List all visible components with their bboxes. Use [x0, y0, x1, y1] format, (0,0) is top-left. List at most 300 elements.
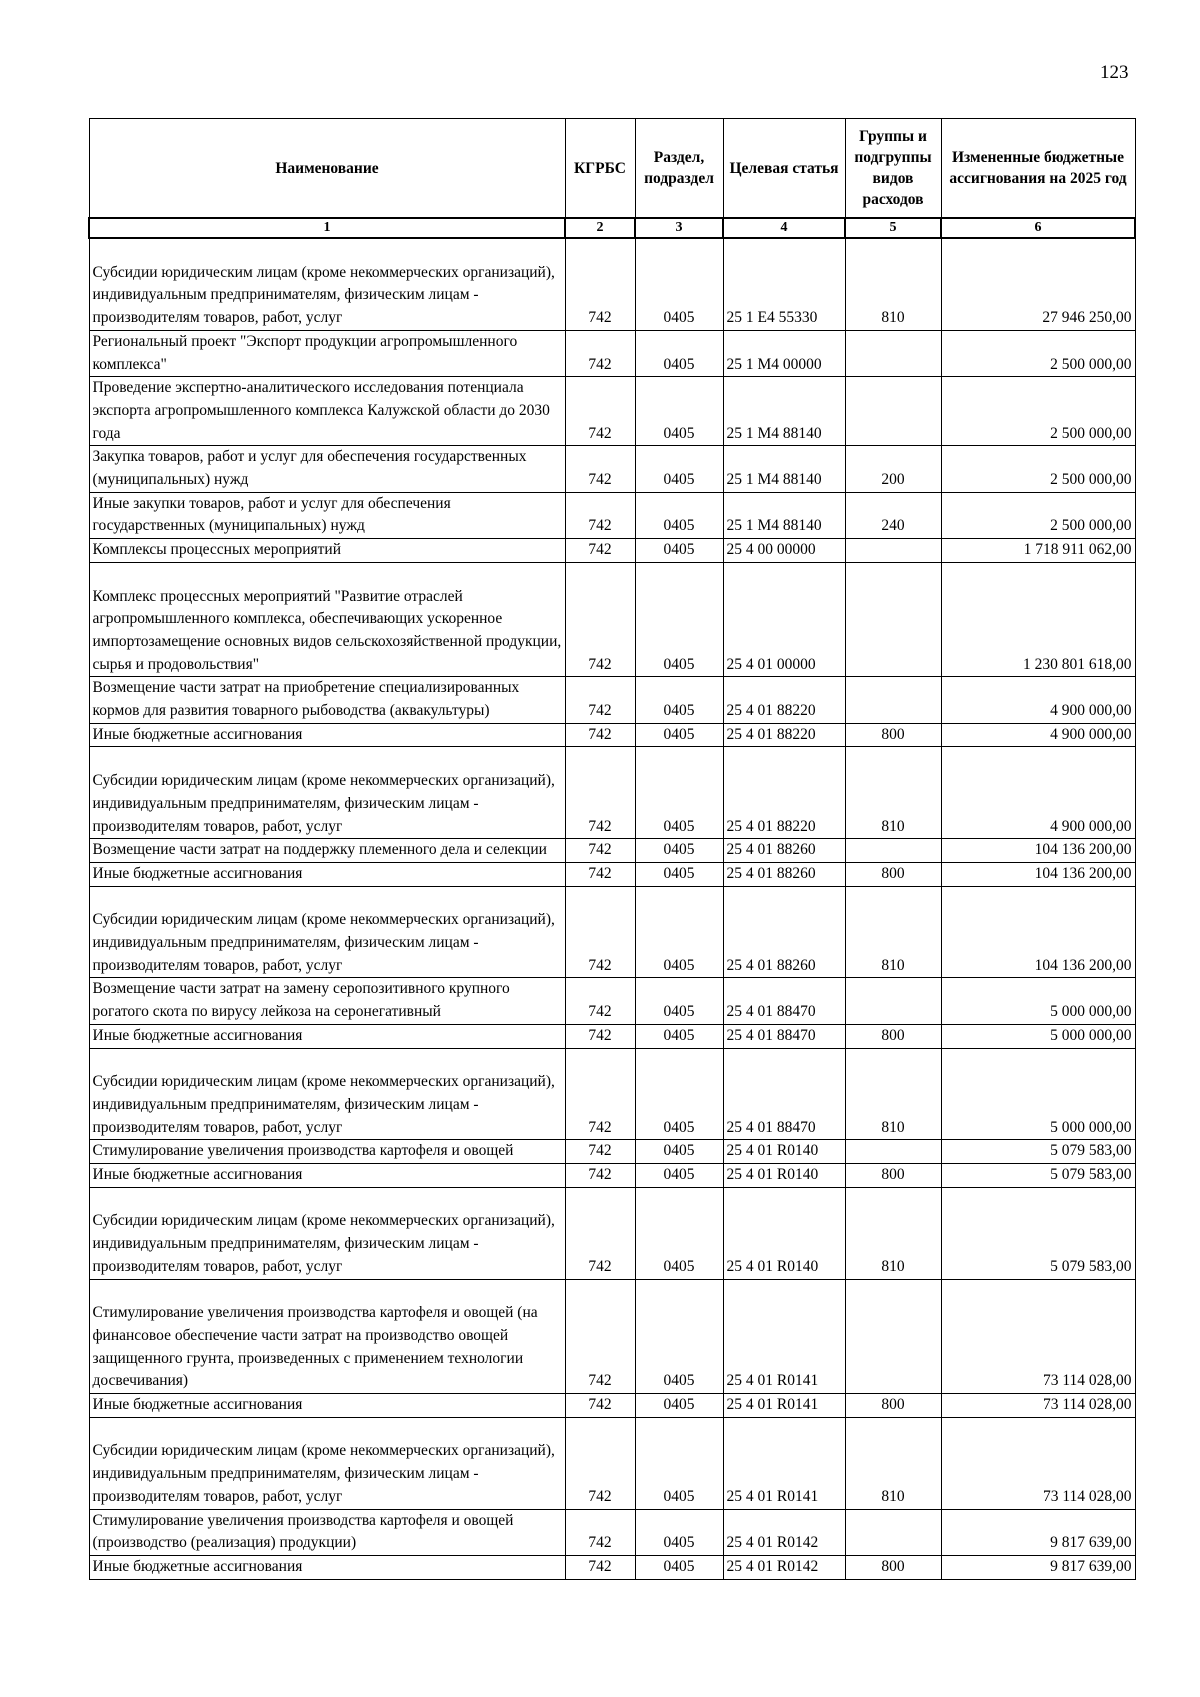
row-article-text: 25 4 01 R0140 [726, 1166, 819, 1184]
blank-line [93, 239, 562, 262]
row-section [635, 562, 723, 677]
row-amount-text: 4 900 000,00 [1050, 702, 1132, 720]
row-kgrbs [565, 1140, 635, 1164]
row-amount [941, 1140, 1135, 1164]
row-section [635, 839, 723, 863]
row-article-text: 25 4 01 R0141 [726, 1396, 819, 1414]
row-amount-text: 27 946 250,00 [1042, 309, 1132, 327]
row-amount [941, 1187, 1135, 1279]
row-section-text: 0405 [663, 471, 695, 489]
row-kgrbs [565, 862, 635, 886]
row-article [723, 238, 845, 330]
row-group [845, 839, 941, 863]
row-amount [941, 886, 1135, 978]
row-name-text: Иные бюджетные ассигнования [92, 725, 303, 743]
row-article [723, 723, 845, 747]
row-article [723, 1048, 845, 1140]
row-section [635, 1509, 723, 1555]
row-group [845, 862, 941, 886]
row-article [723, 1024, 845, 1048]
row-group [845, 978, 941, 1024]
budget-table [88, 118, 1136, 1580]
row-kgrbs-text: 742 [588, 309, 612, 327]
row-amount [941, 1279, 1135, 1394]
row-amount-text: 5 000 000,00 [1050, 1026, 1132, 1044]
row-name [89, 1048, 565, 1140]
row-group [845, 1555, 941, 1579]
row-article [723, 492, 845, 538]
row-name-text: Субсидии юридическим лицам (кроме некоммерческих организаций), индивидуальным предпринимателям, физическим лицам - производителям товаров, работ, услуг [92, 1442, 555, 1505]
column-header-group: Группы и подгруппы видов расходов [845, 119, 941, 219]
row-kgrbs-text: 742 [588, 1372, 612, 1390]
row-kgrbs-text: 742 [588, 1487, 612, 1505]
row-name-text: Закупка товаров, работ и услуг для обеспечения государственных (муниципальных) нужд [92, 448, 527, 489]
column-header-kgrbs: КГРБС [565, 119, 635, 219]
row-kgrbs-text: 742 [588, 1257, 612, 1275]
row-section-text: 0405 [663, 517, 695, 535]
row-name-text: Возмещение части затрат на замену серопозитивного крупного рогатого скота по вирусу лейкоза на серонегативный [92, 980, 510, 1021]
table-row [89, 1555, 1135, 1579]
row-group [845, 562, 941, 677]
table-row [89, 723, 1135, 747]
row-kgrbs-text: 742 [588, 541, 612, 559]
table-row [89, 562, 1135, 677]
row-kgrbs-text: 742 [588, 1003, 612, 1021]
row-kgrbs-text: 742 [588, 1534, 612, 1552]
table-row [89, 492, 1135, 538]
row-kgrbs-text: 742 [588, 1142, 612, 1160]
row-amount [941, 562, 1135, 677]
table-row [89, 238, 1135, 330]
row-name-text: Иные бюджетные ассигнования [92, 1396, 303, 1414]
table-row [89, 377, 1135, 446]
row-article [723, 1140, 845, 1164]
row-section [635, 978, 723, 1024]
blank-line [93, 563, 562, 586]
row-article [723, 862, 845, 886]
row-article [723, 1394, 845, 1418]
row-article [723, 1279, 845, 1394]
row-section-text: 0405 [663, 1142, 695, 1160]
row-group [845, 238, 941, 330]
row-article [723, 886, 845, 978]
row-section [635, 677, 723, 723]
row-kgrbs-text: 742 [588, 841, 612, 859]
row-name-text: Субсидии юридическим лицам (кроме некоммерческих организаций), индивидуальным предпринимателям, физическим лицам - производителям товаров, работ, услуг [92, 911, 555, 974]
row-amount-text: 5 000 000,00 [1050, 1003, 1132, 1021]
row-name-text: Субсидии юридическим лицам (кроме некоммерческих организаций), индивидуальным предпринимателям, физическим лицам - производителям товаров, работ, услуг [92, 1212, 555, 1275]
row-kgrbs-text: 742 [588, 655, 612, 673]
row-name [89, 446, 565, 492]
row-group [845, 677, 941, 723]
row-kgrbs-text: 742 [588, 817, 612, 835]
row-article [723, 1555, 845, 1579]
row-section-text: 0405 [663, 841, 695, 859]
row-kgrbs [565, 886, 635, 978]
row-group-text: 800 [881, 725, 905, 743]
row-kgrbs [565, 1164, 635, 1188]
row-name [89, 1164, 565, 1188]
row-name [89, 886, 565, 978]
row-name-text: Региональный проект "Экспорт продукции агропромышленного комплекса" [92, 332, 518, 373]
row-amount-text: 1 718 911 062,00 [1023, 541, 1132, 559]
row-section-text: 0405 [663, 956, 695, 974]
row-section-text: 0405 [663, 1372, 695, 1390]
row-name [89, 330, 565, 376]
row-kgrbs [565, 1279, 635, 1394]
row-group-text: 810 [881, 309, 905, 327]
row-kgrbs-text: 742 [588, 1026, 612, 1044]
row-article-text: 25 4 01 R0140 [726, 1257, 819, 1275]
row-amount [941, 747, 1135, 839]
row-kgrbs-text: 742 [588, 725, 612, 743]
row-name-text: Проведение экспертно-аналитического исследования потенциала экспорта агропромышленного комплекса Калужской области до 2030 года [92, 379, 550, 442]
row-article [723, 1417, 845, 1509]
row-name [89, 1279, 565, 1394]
row-amount [941, 1417, 1135, 1509]
row-section [635, 492, 723, 538]
row-amount-text: 4 900 000,00 [1050, 817, 1132, 835]
row-name [89, 1555, 565, 1579]
row-section-text: 0405 [663, 1534, 695, 1552]
row-kgrbs-text: 742 [588, 355, 612, 373]
row-kgrbs-text: 742 [588, 1396, 612, 1414]
row-group-text: 800 [881, 1557, 905, 1575]
row-amount-text: 73 114 028,00 [1042, 1372, 1132, 1390]
row-amount [941, 839, 1135, 863]
row-group-text: 800 [881, 864, 905, 882]
row-name-text: Иные бюджетные ассигнования [92, 1557, 303, 1575]
row-kgrbs [565, 1187, 635, 1279]
row-group [845, 330, 941, 376]
row-kgrbs-text: 742 [588, 956, 612, 974]
row-section-text: 0405 [663, 725, 695, 743]
row-section [635, 886, 723, 978]
row-group-text: 810 [881, 956, 905, 974]
column-number: 4 [723, 218, 845, 238]
row-kgrbs [565, 1509, 635, 1555]
table-row [89, 1024, 1135, 1048]
row-article-text: 25 4 01 88470 [726, 1003, 816, 1021]
row-kgrbs-text: 742 [588, 424, 612, 442]
table-row [89, 1417, 1135, 1509]
row-name [89, 1024, 565, 1048]
row-amount [941, 677, 1135, 723]
row-group [845, 446, 941, 492]
row-article [723, 1187, 845, 1279]
column-header-section: Раздел, подраздел [635, 119, 723, 219]
row-section [635, 1394, 723, 1418]
row-name [89, 723, 565, 747]
row-name-text: Стимулирование увеличения производства картофеля и овощей (производство (реализация) продукции) [92, 1511, 514, 1552]
row-name-text: Субсидии юридическим лицам (кроме некоммерческих организаций), индивидуальным предпринимателям, физическим лицам - производителям товаров, работ, услуг [92, 1073, 555, 1136]
row-article-text: 25 4 01 R0140 [726, 1142, 819, 1160]
row-article [723, 1164, 845, 1188]
row-article [723, 747, 845, 839]
row-article-text: 25 4 01 88470 [726, 1026, 816, 1044]
table-row [89, 886, 1135, 978]
row-group [845, 723, 941, 747]
row-kgrbs-text: 742 [588, 1118, 612, 1136]
row-kgrbs [565, 1024, 635, 1048]
row-name [89, 1140, 565, 1164]
row-section-text: 0405 [663, 817, 695, 835]
row-amount-text: 104 136 200,00 [1034, 841, 1132, 859]
row-name [89, 839, 565, 863]
row-amount [941, 1555, 1135, 1579]
row-amount [941, 330, 1135, 376]
row-section [635, 1555, 723, 1579]
row-name [89, 492, 565, 538]
row-section-text: 0405 [663, 355, 695, 373]
row-amount-text: 5 079 583,00 [1050, 1257, 1132, 1275]
row-name-text: Комплексы процессных мероприятий [92, 541, 342, 559]
row-section-text: 0405 [663, 541, 695, 559]
row-kgrbs [565, 1048, 635, 1140]
row-section [635, 539, 723, 563]
row-name-text: Иные бюджетные ассигнования [92, 1026, 303, 1044]
row-group-text: 810 [881, 817, 905, 835]
row-group-text: 800 [881, 1166, 905, 1184]
blank-line [93, 1049, 562, 1072]
column-header-article: Целевая статья [723, 119, 845, 219]
page-number: 123 [1100, 62, 1129, 83]
row-section-text: 0405 [663, 864, 695, 882]
table-header-row [89, 119, 1135, 219]
row-kgrbs [565, 446, 635, 492]
row-amount-text: 2 500 000,00 [1050, 517, 1132, 535]
row-section [635, 723, 723, 747]
table-row [89, 446, 1135, 492]
row-group [845, 1164, 941, 1188]
table-row [89, 978, 1135, 1024]
row-article [723, 562, 845, 677]
row-kgrbs [565, 839, 635, 863]
table-row [89, 539, 1135, 563]
row-group-text: 240 [881, 517, 905, 535]
row-section-text: 0405 [663, 1396, 695, 1414]
row-article-text: 25 1 М4 88140 [726, 424, 822, 442]
row-group [845, 747, 941, 839]
table-row [89, 1048, 1135, 1140]
table-row [89, 839, 1135, 863]
row-amount [941, 978, 1135, 1024]
row-article-text: 25 4 01 88470 [726, 1118, 816, 1136]
row-section-text: 0405 [663, 655, 695, 673]
row-kgrbs [565, 238, 635, 330]
row-amount-text: 73 114 028,00 [1042, 1396, 1132, 1414]
row-name-text: Стимулирование увеличения производства картофеля и овощей (на финансовое обеспечение части затрат на производство овощей защищенного грунта, произведенных с применением технологии досвечивания) [92, 1304, 538, 1390]
table-row [89, 1394, 1135, 1418]
row-section [635, 1279, 723, 1394]
row-section-text: 0405 [663, 1257, 695, 1275]
row-group-text: 810 [881, 1118, 905, 1136]
row-group-text: 200 [881, 471, 905, 489]
row-article-text: 25 4 01 88260 [726, 956, 816, 974]
row-amount-text: 5 079 583,00 [1050, 1142, 1132, 1160]
column-number: 1 [89, 218, 565, 238]
row-article-text: 25 1 М4 88140 [726, 517, 822, 535]
row-article-text: 25 4 01 88260 [726, 864, 816, 882]
blank-line [93, 747, 562, 770]
row-amount-text: 104 136 200,00 [1034, 956, 1132, 974]
row-amount-text: 1 230 801 618,00 [1023, 655, 1132, 673]
column-number: 2 [565, 218, 635, 238]
row-name [89, 1394, 565, 1418]
blank-line [93, 1280, 562, 1303]
row-article-text: 25 4 01 88220 [726, 725, 816, 743]
column-number-row [89, 218, 1135, 238]
row-group [845, 492, 941, 538]
column-number: 3 [635, 218, 723, 238]
row-group [845, 886, 941, 978]
row-section-text: 0405 [663, 424, 695, 442]
row-section-text: 0405 [663, 1118, 695, 1136]
row-name [89, 238, 565, 330]
row-section [635, 1140, 723, 1164]
row-kgrbs [565, 978, 635, 1024]
row-amount [941, 1509, 1135, 1555]
row-group-text: 810 [881, 1487, 905, 1505]
row-kgrbs [565, 747, 635, 839]
column-number: 6 [941, 218, 1135, 238]
row-kgrbs [565, 1394, 635, 1418]
row-section [635, 1164, 723, 1188]
row-section [635, 1417, 723, 1509]
row-section [635, 1187, 723, 1279]
row-article [723, 839, 845, 863]
table-row [89, 1164, 1135, 1188]
row-kgrbs [565, 1417, 635, 1509]
blank-line [93, 1418, 562, 1441]
row-group [845, 1048, 941, 1140]
row-group-text: 800 [881, 1396, 905, 1414]
row-kgrbs-text: 742 [588, 702, 612, 720]
row-group [845, 1187, 941, 1279]
column-header-amount: Измененные бюджетные ассигнования на 2025 год [941, 119, 1135, 219]
row-kgrbs [565, 723, 635, 747]
row-kgrbs [565, 492, 635, 538]
row-kgrbs [565, 1555, 635, 1579]
row-article [723, 539, 845, 563]
row-amount [941, 1394, 1135, 1418]
row-article-text: 25 1 Е4 55330 [726, 309, 818, 327]
row-section-text: 0405 [663, 1487, 695, 1505]
row-section-text: 0405 [663, 1557, 695, 1575]
row-amount [941, 492, 1135, 538]
row-group [845, 1509, 941, 1555]
row-name [89, 1509, 565, 1555]
row-amount [941, 446, 1135, 492]
row-amount-text: 5 079 583,00 [1050, 1166, 1132, 1184]
row-name [89, 978, 565, 1024]
row-article [723, 1509, 845, 1555]
row-group-text: 810 [881, 1257, 905, 1275]
row-amount-text: 2 500 000,00 [1050, 424, 1132, 442]
row-name [89, 747, 565, 839]
row-kgrbs-text: 742 [588, 517, 612, 535]
row-article-text: 25 4 01 R0142 [726, 1557, 819, 1575]
column-header-name: Наименование [89, 119, 565, 219]
row-name [89, 1187, 565, 1279]
row-name-text: Субсидии юридическим лицам (кроме некоммерческих организаций), индивидуальным предпринимателям, физическим лицам - производителям товаров, работ, услуг [92, 772, 555, 835]
row-amount-text: 4 900 000,00 [1050, 725, 1132, 743]
column-number: 5 [845, 218, 941, 238]
row-amount [941, 1164, 1135, 1188]
row-amount [941, 238, 1135, 330]
row-kgrbs [565, 562, 635, 677]
row-section [635, 1024, 723, 1048]
row-group [845, 1140, 941, 1164]
row-section-text: 0405 [663, 702, 695, 720]
row-article-text: 25 4 01 R0141 [726, 1487, 819, 1505]
row-amount-text: 9 817 639,00 [1050, 1557, 1132, 1575]
row-section [635, 446, 723, 492]
row-name-text: Возмещение части затрат на приобретение специализированных кормов для развития товарного рыбоводства (аквакультуры) [92, 679, 520, 720]
row-group [845, 1417, 941, 1509]
table-row [89, 677, 1135, 723]
row-amount [941, 723, 1135, 747]
row-section [635, 238, 723, 330]
row-group [845, 1024, 941, 1048]
row-article [723, 978, 845, 1024]
row-kgrbs-text: 742 [588, 1166, 612, 1184]
row-section-text: 0405 [663, 309, 695, 327]
row-name [89, 562, 565, 677]
row-section [635, 330, 723, 376]
row-name-text: Возмещение части затрат на поддержку племенного дела и селекции [92, 841, 547, 859]
row-amount [941, 1048, 1135, 1140]
row-article-text: 25 4 01 00000 [726, 655, 816, 673]
row-amount-text: 9 817 639,00 [1050, 1534, 1132, 1552]
row-section-text: 0405 [663, 1026, 695, 1044]
table-row [89, 862, 1135, 886]
row-kgrbs [565, 330, 635, 376]
row-amount [941, 539, 1135, 563]
row-amount-text: 2 500 000,00 [1050, 355, 1132, 373]
table-row [89, 1509, 1135, 1555]
table-row [89, 1187, 1135, 1279]
row-name-text: Комплекс процессных мероприятий "Развитие отраслей агропромышленного комплекса, обеспечивающих ускоренное импортозамещение основных видов сельскохозяйственной продукции, сырья и продовольствия" [92, 587, 562, 673]
row-name-text: Иные бюджетные ассигнования [92, 864, 303, 882]
row-article [723, 330, 845, 376]
row-name [89, 862, 565, 886]
row-kgrbs [565, 377, 635, 446]
row-amount-text: 2 500 000,00 [1050, 471, 1132, 489]
row-group-text: 800 [881, 1026, 905, 1044]
row-name [89, 1417, 565, 1509]
blank-line [93, 1188, 562, 1211]
row-kgrbs-text: 742 [588, 1557, 612, 1575]
row-section [635, 1048, 723, 1140]
row-section-text: 0405 [663, 1166, 695, 1184]
row-article [723, 446, 845, 492]
row-article-text: 25 1 М4 00000 [726, 355, 822, 373]
row-group [845, 1394, 941, 1418]
row-article-text: 25 1 М4 88140 [726, 471, 822, 489]
row-article-text: 25 4 00 00000 [726, 541, 816, 559]
table-row [89, 330, 1135, 376]
row-amount-text: 104 136 200,00 [1034, 864, 1132, 882]
row-article-text: 25 4 01 88220 [726, 817, 816, 835]
row-name-text: Иные закупки товаров, работ и услуг для обеспечения государственных (муниципальных) нужд [92, 494, 451, 535]
row-name [89, 539, 565, 563]
table-body [89, 238, 1135, 1579]
row-article [723, 677, 845, 723]
row-group [845, 377, 941, 446]
table-row [89, 1140, 1135, 1164]
table-row [89, 1279, 1135, 1394]
